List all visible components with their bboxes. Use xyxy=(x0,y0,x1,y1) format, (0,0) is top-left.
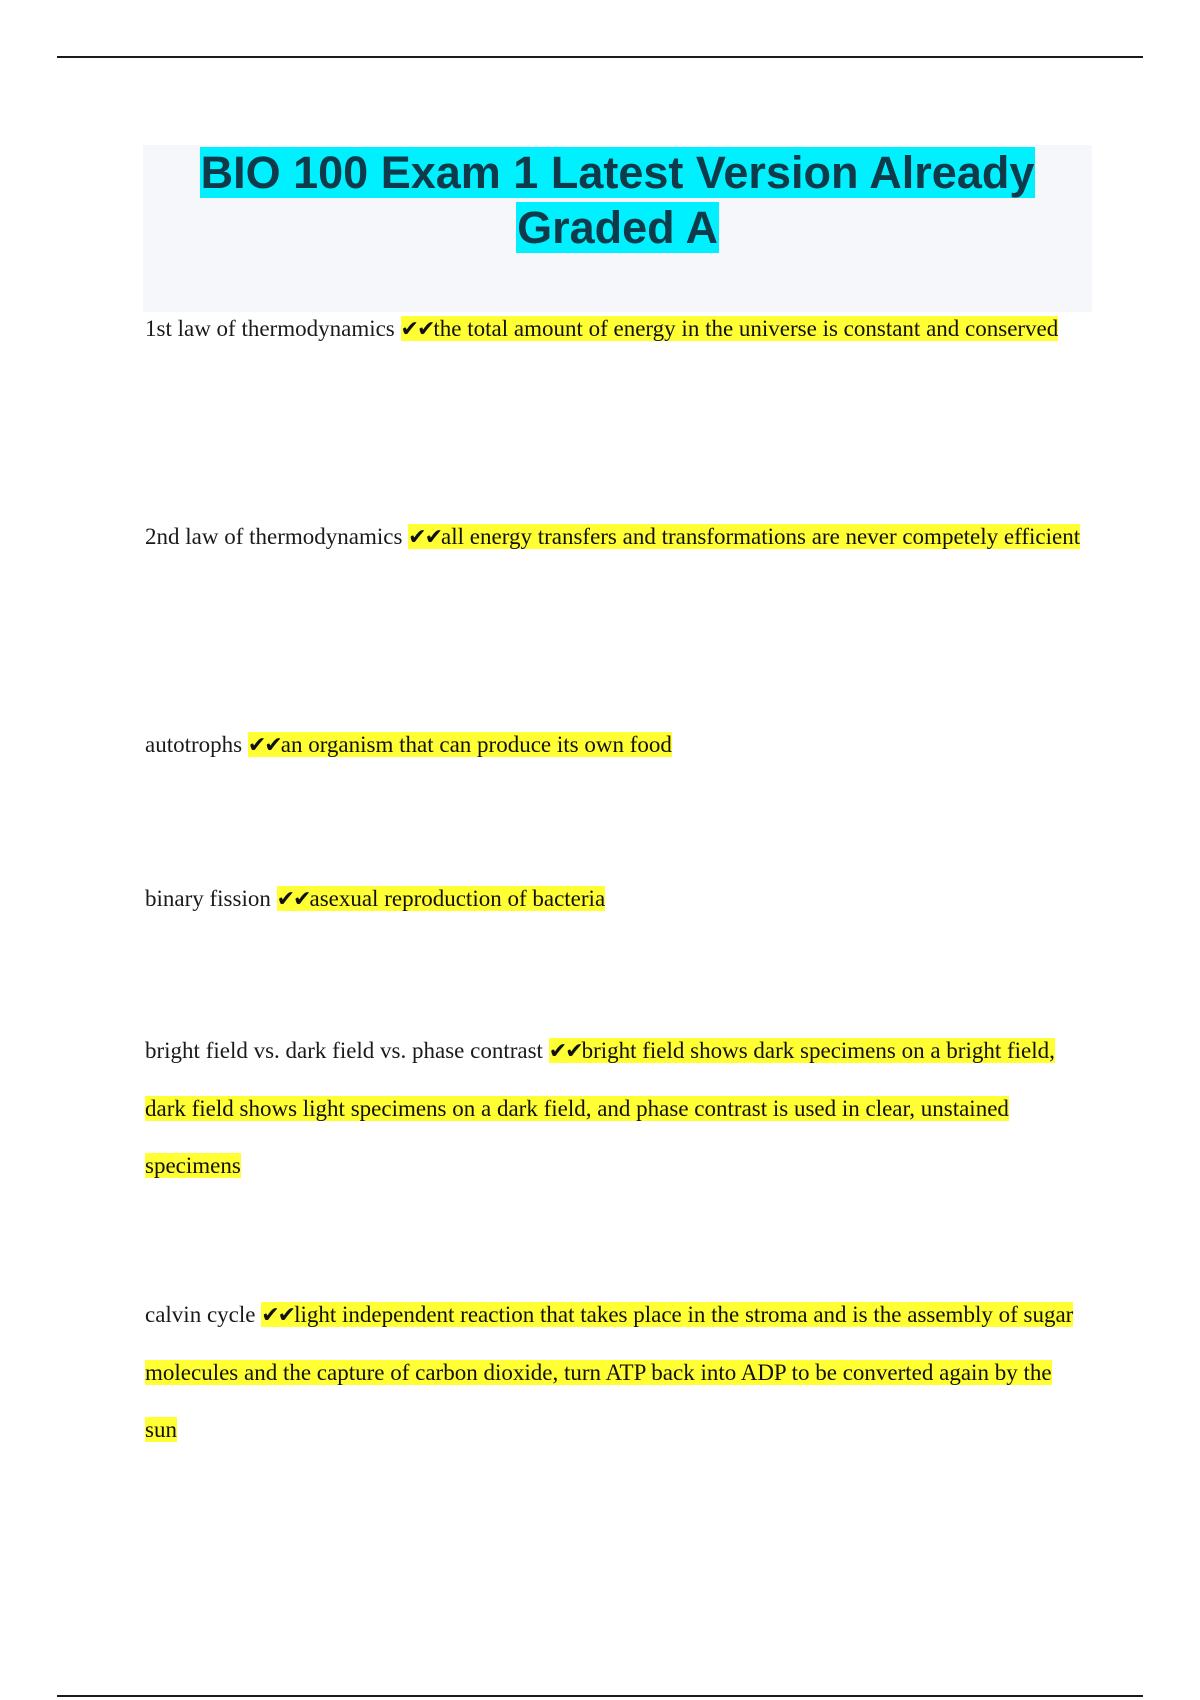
header-rule xyxy=(57,56,1143,58)
document-title-line-1: BIO 100 Exam 1 Latest Version Already xyxy=(200,147,1035,198)
flashcard-entry xyxy=(145,508,1085,566)
flashcard-term: autotrophs xyxy=(145,732,243,757)
flashcard-term: bright field vs. dark field vs. phase contrast xyxy=(145,1038,543,1063)
flashcard-entry xyxy=(145,300,1085,358)
flashcard-answer: ✔✔the total amount of energy in the universe is constant and conserved xyxy=(400,316,1059,342)
flashcard-answer: ✔✔light independent reaction that takes place in the stroma and is the assembly of sugar molecules and the capture of carbon dioxide, turn ATP back into ADP to be converted again by the sun xyxy=(145,1302,1074,1442)
double-check-icon: ✔✔ xyxy=(247,733,281,758)
flashcard-entry xyxy=(145,716,1085,774)
flashcard-answer: ✔✔all energy transfers and transformations are never competely efficient xyxy=(408,524,1081,550)
flashcard-term: 1st law of thermodynamics xyxy=(145,316,395,341)
flashcard-entry xyxy=(145,870,1085,928)
title-block xyxy=(143,145,1092,312)
flashcard-answer: ✔✔asexual reproduction of bacteria xyxy=(276,886,606,912)
flashcard-entry xyxy=(145,1022,1085,1194)
flashcard-answer: ✔✔an organism that can produce its own food xyxy=(247,732,672,758)
double-check-icon: ✔✔ xyxy=(548,1039,582,1064)
document-title-line-2: Graded A xyxy=(517,202,718,253)
double-check-icon: ✔✔ xyxy=(276,887,310,912)
double-check-icon: ✔✔ xyxy=(400,317,434,342)
flashcard-answer: ✔✔bright field shows dark specimens on a bright field, dark field shows light specimens on a dark field, and phase contrast is used in clear, unstained specimens xyxy=(145,1038,1055,1178)
footer-rule xyxy=(57,1695,1143,1697)
double-check-icon: ✔✔ xyxy=(261,1303,295,1328)
double-check-icon: ✔✔ xyxy=(408,525,442,550)
flashcard-entry xyxy=(145,1286,1085,1458)
flashcard-term: calvin cycle xyxy=(145,1302,256,1327)
flashcard-term: 2nd law of thermodynamics xyxy=(145,524,403,549)
flashcard-term: binary fission xyxy=(145,886,271,911)
